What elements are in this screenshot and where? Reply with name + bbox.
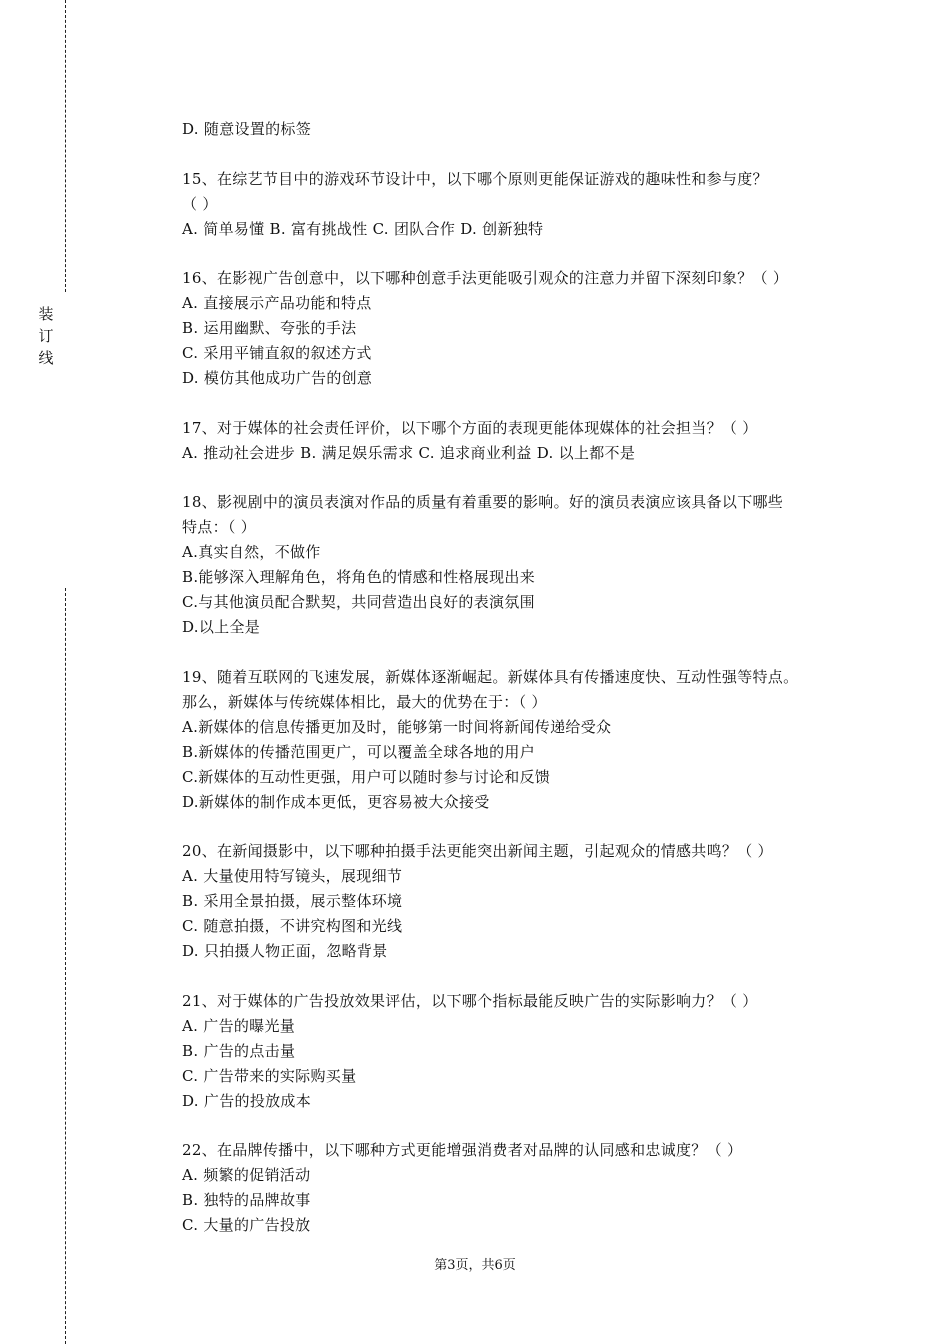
answer-option: D.以上全是	[182, 618, 261, 636]
question-stem: 特点：（ ）	[182, 518, 257, 536]
answer-option: B. 运用幽默、夸张的手法	[182, 319, 357, 337]
question-22	[182, 1138, 842, 1238]
answer-option: A. 简单易懂 B. 富有挑战性 C. 团队合作 D. 创新独特	[182, 219, 544, 238]
question-spacer	[182, 815, 842, 840]
question-spacer	[182, 1114, 842, 1139]
question-19	[182, 665, 842, 815]
binding-label: 装订线	[38, 305, 54, 367]
answer-option: B. 独特的品牌故事	[182, 1191, 311, 1209]
question-stem: 20、在新闻摄影中，以下哪种拍摄手法更能突出新闻主题，引起观众的情感共鸣？（ ）	[182, 842, 773, 860]
question-15	[182, 167, 842, 242]
question-stem: 16、在影视广告创意中，以下哪种创意手法更能吸引观众的注意力并留下深刻印象？（ ）	[182, 269, 789, 287]
answer-option: D. 模仿其他成功广告的创意	[182, 369, 373, 387]
carry-over-option: D. 随意设置的标签	[182, 120, 312, 138]
question-spacer	[182, 142, 842, 167]
question-spacer	[182, 466, 842, 491]
question-spacer	[182, 640, 842, 665]
answer-option: C.与其他演员配合默契，共同营造出良好的表演氛围	[182, 593, 535, 611]
answer-option: B.新媒体的传播范围更广，可以覆盖全球各地的用户	[182, 742, 535, 761]
question-stem: 21、对于媒体的广告投放效果评估，以下哪个指标最能反映广告的实际影响力？（ ）	[182, 991, 758, 1010]
question-20	[182, 839, 842, 964]
question-stem: 15、在综艺节目中的游戏环节设计中，以下哪个原则更能保证游戏的趣味性和参与度？	[182, 169, 768, 188]
answer-option: C. 采用平铺直叙的叙述方式	[182, 344, 372, 362]
question-16	[182, 266, 842, 391]
question-spacer	[182, 964, 842, 989]
question-21	[182, 989, 842, 1114]
answer-option: B. 广告的点击量	[182, 1041, 296, 1060]
question-stem: （ ）	[182, 194, 218, 213]
answer-option: D. 只拍摄人物正面，忽略背景	[182, 942, 388, 960]
answer-option: D. 广告的投放成本	[182, 1091, 312, 1110]
answer-option: C. 广告带来的实际购买量	[182, 1066, 357, 1085]
question-stem: 那么，新媒体与传统媒体相比，最大的优势在于：（ ）	[182, 692, 547, 711]
question-spacer	[182, 391, 842, 416]
question-stem: 18、影视剧中的演员表演对作品的质量有着重要的影响。好的演员表演应该具备以下哪些	[182, 493, 784, 511]
answer-option: B. 采用全景拍摄，展示整体环境	[182, 892, 403, 910]
answer-option: A. 频繁的促销活动	[182, 1166, 311, 1184]
question-18	[182, 490, 842, 640]
question-stem: 17、对于媒体的社会责任评价，以下哪个方面的表现更能体现媒体的社会担当？（ ）	[182, 418, 758, 437]
question-17	[182, 416, 842, 466]
page-footer: 第3页，共6页	[434, 1258, 516, 1273]
question-stem: 22、在品牌传播中，以下哪种方式更能增强消费者对品牌的认同感和忠诚度？（ ）	[182, 1141, 743, 1159]
answer-option: B.能够深入理解角色，将角色的情感和性格展现出来	[182, 568, 535, 586]
answer-option: D.新媒体的制作成本更低，更容易被大众接受	[182, 792, 490, 811]
question-list	[182, 117, 842, 1238]
answer-option: A. 广告的曝光量	[182, 1016, 296, 1035]
answer-option: C.新媒体的互动性更强，用户可以随时参与讨论和反馈	[182, 767, 551, 786]
answer-option: A. 推动社会进步 B. 满足娱乐需求 C. 追求商业利益 D. 以上都不是	[182, 443, 636, 462]
answer-option: C. 大量的广告投放	[182, 1216, 311, 1234]
binding-line-bottom	[65, 588, 66, 1344]
answer-option: A. 直接展示产品功能和特点	[182, 294, 372, 312]
answer-option: A.真实自然，不做作	[182, 543, 321, 561]
answer-option: A. 大量使用特写镜头，展现细节	[182, 867, 403, 885]
question-stem: 19、随着互联网的飞速发展，新媒体逐渐崛起。新媒体具有传播速度快、互动性强等特点。	[182, 667, 799, 686]
answer-option: A.新媒体的信息传播更加及时，能够第一时间将新闻传递给受众	[182, 717, 612, 736]
answer-option: C. 随意拍摄，不讲究构图和光线	[182, 917, 403, 935]
question-spacer	[182, 242, 842, 267]
binding-line-top	[65, 0, 66, 292]
